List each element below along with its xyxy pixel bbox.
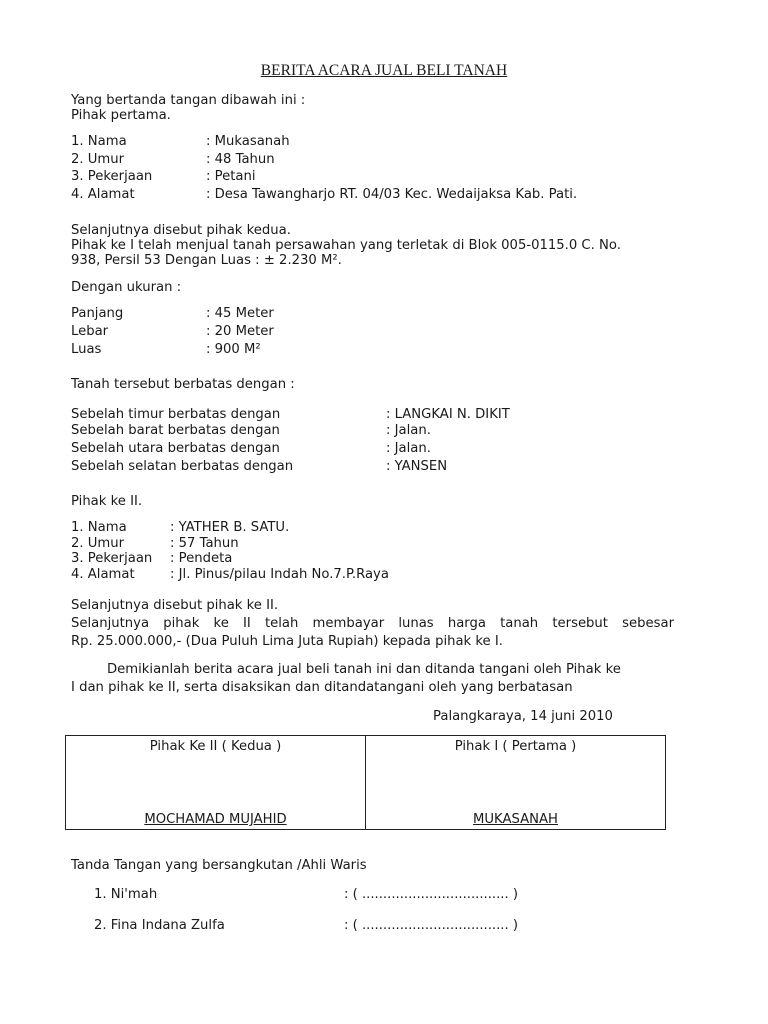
ahli-waris-2-value: : ( ................................... ) (344, 918, 519, 933)
ukuran-lebar-value: : 20 Meter (206, 324, 274, 339)
para1-line: Selanjutnya disebut pihak kedua. (71, 223, 291, 238)
ukuran-panjang-label: Panjang (71, 306, 124, 321)
batas-selatan-value: : YANSEN (386, 459, 448, 474)
signature-right-name-wrap (366, 811, 665, 828)
para1-line: 938, Persil 53 Dengan Luas : ± 2.230 M². (71, 253, 342, 268)
batas-timur-label: Sebelah timur berbatas dengan (71, 407, 281, 422)
intro-line: Yang bertanda tangan dibawah ini : (71, 93, 306, 108)
para2-line: Selanjutnya disebut pihak ke II. (71, 598, 279, 613)
pihak1-pekerjaan-label: 3. Pekerjaan (71, 169, 153, 184)
pihak2-heading: Pihak ke II. (71, 494, 143, 509)
pihak2-nama-value: : YATHER B. SATU. (170, 520, 290, 535)
pihak2-alamat-label: 4. Alamat (71, 567, 135, 582)
pihak1-pekerjaan-value: : Petani (206, 169, 256, 184)
batas-utara-value: : Jalan. (386, 441, 431, 456)
pihak2-nama-label: 1. Nama (71, 520, 127, 535)
signature-cell-pihak2 (66, 736, 366, 830)
signature-left-name: MOCHAMAD MUJAHID (144, 812, 287, 827)
ukuran-lebar-label: Lebar (71, 324, 109, 339)
batas-barat-value: : Jalan. (386, 423, 431, 438)
ahli-waris-2-label: 2. Fina Indana Zulfa (94, 918, 225, 933)
para2-line-justified: Selanjutnya pihak ke II telah membayar lunas harga tanah tersebut sebesar (71, 616, 674, 631)
para1-line: Pihak ke I telah menjual tanah persawahan yang terletak di Blok 005-0115.0 C. No. (71, 238, 621, 253)
pihak1-umur-value: : 48 Tahun (206, 152, 275, 167)
pihak2-pekerjaan-label: 3. Pekerjaan (71, 551, 153, 566)
place-date: Palangkaraya, 14 juni 2010 (433, 709, 613, 724)
pihak1-nama-label: 1. Nama (71, 134, 127, 149)
ukuran-panjang-value: : 45 Meter (206, 306, 274, 321)
batas-barat-label: Sebelah barat berbatas dengan (71, 423, 280, 438)
pihak2-umur-label: 2. Umur (71, 536, 125, 551)
ahli-waris-heading: Tanda Tangan yang bersangkutan /Ahli Waris (71, 858, 367, 873)
signature-right-heading: Pihak I ( Pertama ) (454, 739, 577, 754)
pihak1-alamat-label: 4. Alamat (71, 187, 135, 202)
batas-utara-label: Sebelah utara berbatas dengan (71, 441, 280, 456)
para2-line: Rp. 25.000.000,- (Dua Puluh Lima Juta Rupiah) kepada pihak ke I. (71, 634, 503, 649)
ahli-waris-1-label: 1. Ni'mah (94, 887, 158, 902)
signature-right-name: MUKASANAH (473, 812, 558, 827)
document-title: BERITA ACARA JUAL BELI TANAH (260, 62, 508, 79)
ukuran-luas-value: : 900 M² (206, 342, 261, 357)
pihak2-alamat-value: : Jl. Pinus/pilau Indah No.7.P.Raya (170, 567, 389, 582)
signature-left-heading: Pihak Ke II ( Kedua ) (149, 739, 282, 754)
ukuran-luas-label: Luas (71, 342, 102, 357)
para3-line: Demikianlah berita acara jual beli tanah ini dan ditanda tangani oleh Pihak ke (107, 662, 621, 677)
ahli-waris-1-value: : ( ................................... ) (344, 887, 519, 902)
intro-pihak-pertama: Pihak pertama. (71, 108, 171, 123)
signature-cell-pihak1 (366, 736, 666, 830)
ukuran-heading: Dengan ukuran : (71, 280, 182, 295)
pihak2-umur-value: : 57 Tahun (170, 536, 239, 551)
pihak1-nama-value: : Mukasanah (206, 134, 290, 149)
para3-line: I dan pihak ke II, serta disaksikan dan ditandatangani oleh yang berbatasan (71, 680, 573, 695)
pihak1-umur-label: 2. Umur (71, 152, 125, 167)
batas-heading: Tanah tersebut berbatas dengan : (71, 377, 295, 392)
batas-timur-value: : LANGKAI N. DIKIT (386, 407, 510, 422)
pihak2-pekerjaan-value: : Pendeta (170, 551, 233, 566)
signature-left-name-wrap (66, 811, 365, 828)
signature-table (65, 735, 666, 830)
pihak1-alamat-value: : Desa Tawangharjo RT. 04/03 Kec. Wedaijaksa Kab. Pati. (206, 187, 578, 202)
batas-selatan-label: Sebelah selatan berbatas dengan (71, 459, 294, 474)
